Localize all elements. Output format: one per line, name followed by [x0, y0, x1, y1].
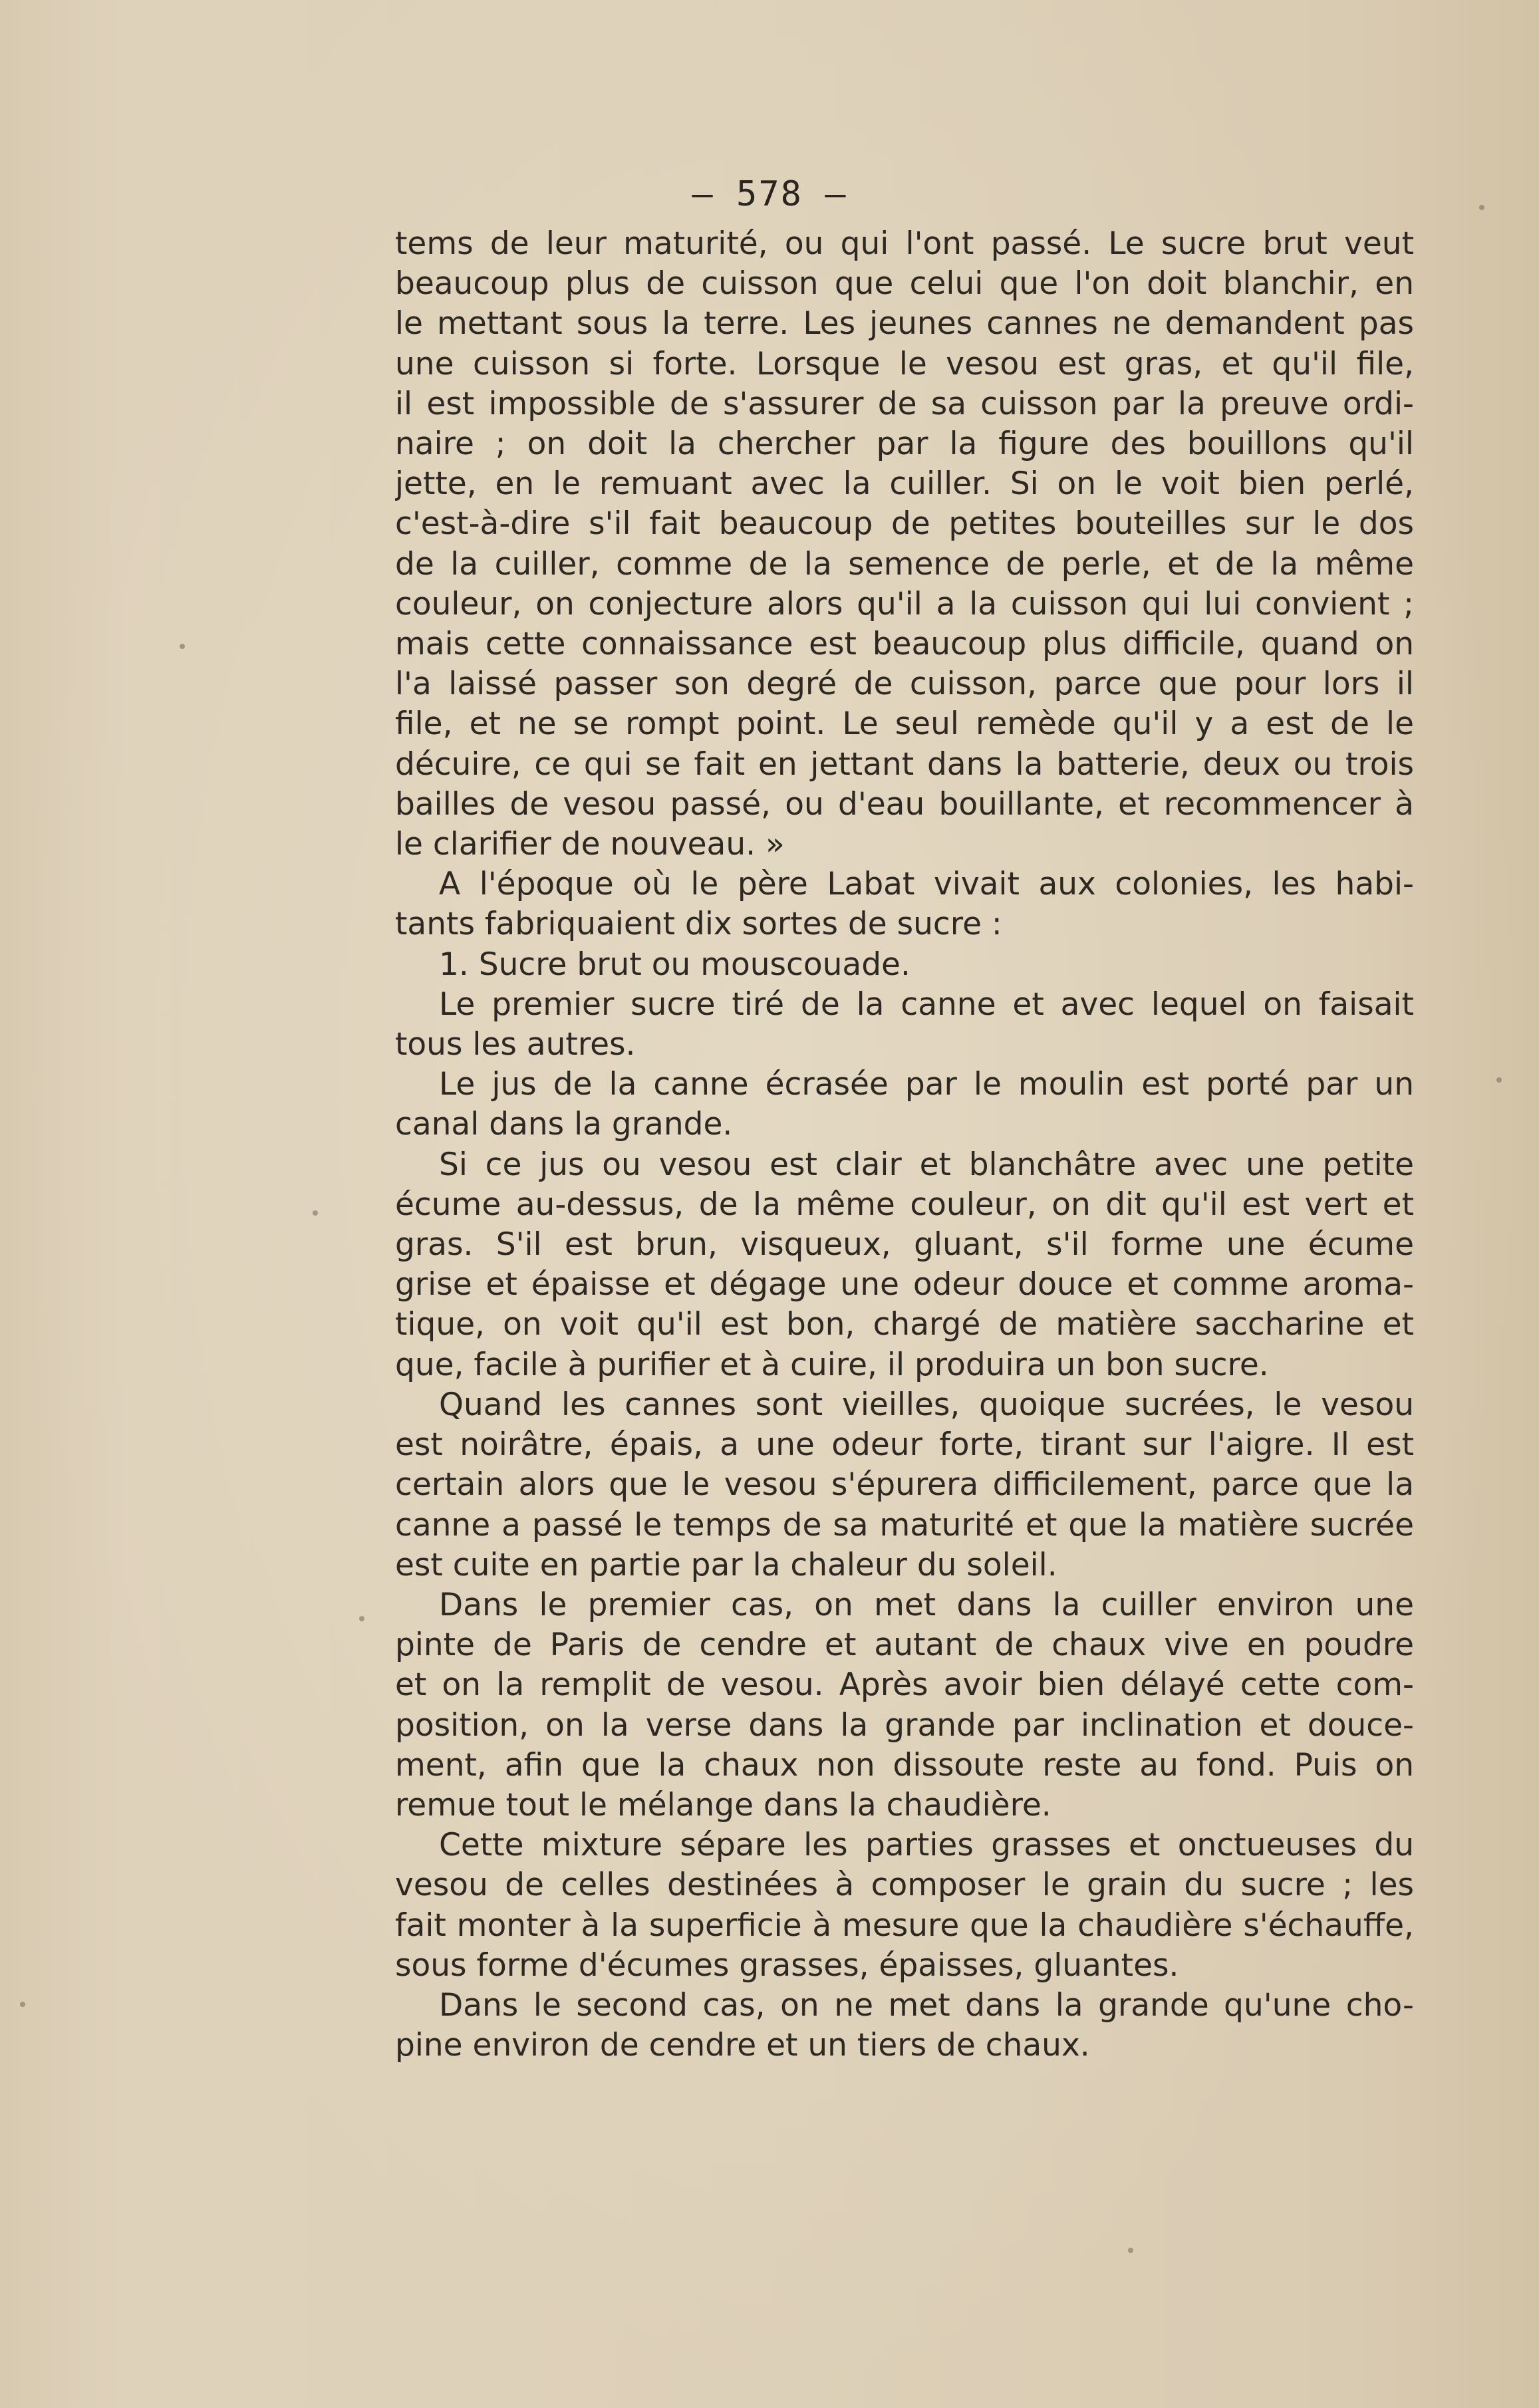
- text-line: l'a laissé passer son degré de cuisson, parce que pour lors il: [395, 666, 1414, 703]
- text-line: c'est-à-dire s'il fait beaucoup de petites bouteilles sur le dos: [395, 505, 1414, 543]
- text-line: bailles de vesou passé, ou d'eau bouillante, et recommencer à: [395, 785, 1414, 823]
- text-line: le mettant sous la terre. Les jeunes cannes ne demandent pas: [395, 305, 1414, 342]
- text-line: une cuisson si forte. Lorsque le vesou est gras, et qu'il file,: [395, 345, 1414, 382]
- text-line: jette, en le remuant avec la cuiller. Si on le voit bien perlé,: [395, 466, 1414, 503]
- text-line: que, facile à purifier et à cuire, il produira un bon sucre.: [395, 1346, 1269, 1383]
- paper-speck: [1479, 205, 1484, 210]
- text-line: remue tout le mélange dans la chaudière.: [395, 1786, 1051, 1823]
- text-line: pine environ de cendre et un tiers de chaux.: [395, 2027, 1090, 2064]
- text-line: sous forme d'écumes grasses, épaisses, gluantes.: [395, 1946, 1179, 1984]
- text-line: naire ; on doit la chercher par la figure des bouillons qu'il: [395, 426, 1414, 463]
- text-line: est cuite en partie par la chaleur du soleil.: [395, 1546, 1057, 1583]
- text-line: 1. Sucre brut ou mouscouade.: [439, 946, 910, 983]
- text-line: tique, on voit qu'il est bon, chargé de matière saccharine et: [395, 1306, 1414, 1343]
- text-line: couleur, on conjecture alors qu'il a la cuisson qui lui convient ;: [395, 585, 1414, 622]
- text-line: et on la remplit de vesou. Après avoir bien délayé cette com-: [395, 1667, 1414, 1704]
- text-line: Dans le second cas, on ne met dans la grande qu'une cho-: [439, 1986, 1414, 2024]
- paper-speck: [359, 1616, 364, 1621]
- text-line: mais cette connaissance est beaucoup plus difficile, quand on: [395, 626, 1414, 663]
- text-line: fait monter à la superficie à mesure que la chaudière s'échauffe,: [395, 1907, 1414, 1944]
- text-line: canal dans la grande.: [395, 1106, 733, 1143]
- text-line: beaucoup plus de cuisson que celui que l'on doit blanchir, en: [395, 265, 1414, 303]
- text-line: tants fabriquaient dix sortes de sucre :: [395, 906, 1002, 943]
- text-line: ment, afin que la chaux non dissoute reste au fond. Puis on: [395, 1746, 1414, 1784]
- text-line: de la cuiller, comme de la semence de perle, et de la même: [395, 545, 1414, 583]
- body-text: [395, 224, 1414, 2066]
- text-line: Dans le premier cas, on met dans la cuiller environ une: [439, 1586, 1414, 1623]
- text-line: Quand les cannes sont vieilles, quoique sucrées, le vesou: [439, 1386, 1414, 1423]
- text-line: écume au-dessus, de la même couleur, on dit qu'il est vert et: [395, 1186, 1414, 1223]
- paper-speck: [1496, 1077, 1502, 1083]
- paper-speck: [20, 2002, 25, 2007]
- text-line: tous les autres.: [395, 1026, 636, 1063]
- text-line: position, on la verse dans la grande par inclination et douce-: [395, 1706, 1414, 1744]
- text-line: gras. S'il est brun, visqueux, gluant, s'il forme une écume: [395, 1226, 1414, 1264]
- paper-speck: [1128, 2248, 1133, 2253]
- text-line: le clarifier de nouveau. »: [395, 826, 785, 863]
- text-line: canne a passé le temps de sa maturité et que la matière sucrée: [395, 1506, 1414, 1543]
- text-line: A l'époque où le père Labat vivait aux colonies, les habi-: [439, 866, 1414, 903]
- text-line: grise et épaisse et dégage une odeur douce et comme aroma-: [395, 1266, 1414, 1303]
- text-line: Si ce jus ou vesou est clair et blanchâtre avec une petite: [439, 1146, 1414, 1183]
- text-line: file, et ne se rompt point. Le seul remède qu'il y a est de le: [395, 706, 1414, 743]
- text-line: certain alors que le vesou s'épurera difficilement, parce que la: [395, 1466, 1414, 1504]
- text-line: Cette mixture sépare les parties grasses et onctueuses du: [439, 1827, 1414, 1864]
- text-line: il est impossible de s'assurer de sa cuisson par la preuve ordi-: [395, 385, 1414, 422]
- paper-speck: [180, 644, 185, 649]
- text-line: pinte de Paris de cendre et autant de chaux vive en poudre: [395, 1627, 1414, 1664]
- text-line: est noirâtre, épais, a une odeur forte, tirant sur l'aigre. Il est: [395, 1426, 1414, 1464]
- text-line: vesou de celles destinées à composer le grain du sucre ; les: [395, 1867, 1414, 1904]
- text-line: Le jus de la canne écrasée par le moulin est porté par un: [439, 1066, 1414, 1103]
- page-number: — 578 —: [692, 174, 847, 214]
- text-line: tems de leur maturité, ou qui l'ont passé. Le sucre brut veut: [395, 225, 1414, 262]
- text-line: Le premier sucre tiré de la canne et avec lequel on faisait: [439, 986, 1414, 1023]
- text-line: décuire, ce qui se fait en jettant dans la batterie, deux ou trois: [395, 745, 1414, 783]
- paper-speck: [313, 1210, 318, 1216]
